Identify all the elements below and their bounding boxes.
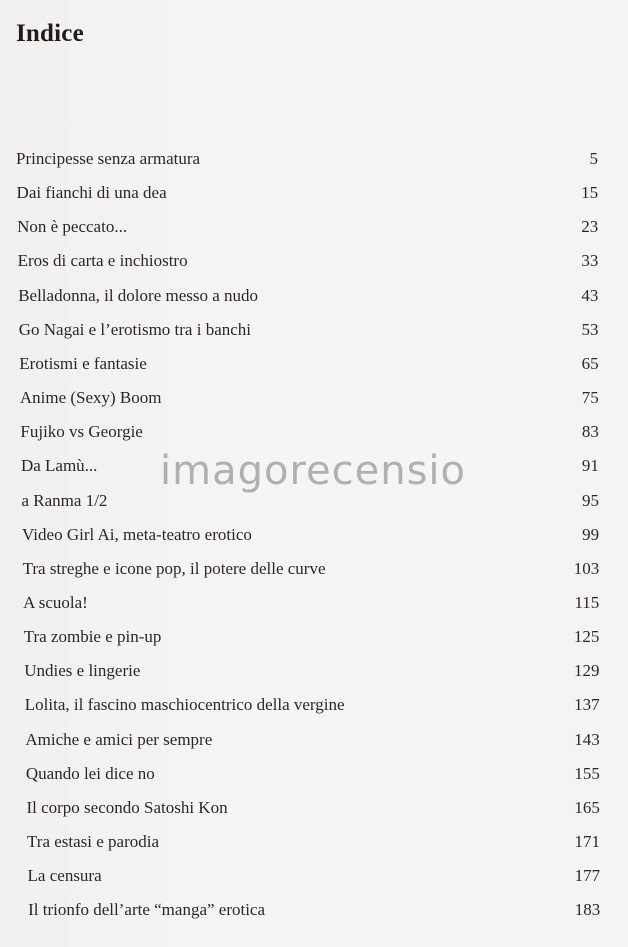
page-title: Indice [16, 20, 84, 47]
toc-entry-page: 75 [581, 388, 599, 408]
toc-entry [0, 488, 628, 514]
watermark-text: imagorecensio [159, 448, 466, 494]
toc-entry [0, 419, 628, 445]
toc-entry-title: a Ranma 1/2 [21, 490, 108, 510]
toc-entry-page: 155 [574, 763, 600, 783]
toc-entry-page: 183 [574, 900, 601, 920]
toc-entry-title: La censura [27, 866, 102, 886]
toc-entry-page: 91 [581, 456, 599, 476]
toc-entry-page: 5 [589, 149, 598, 168]
toc-entry-page: 99 [582, 524, 600, 544]
toc-entry [0, 453, 628, 479]
toc-entry-title: Il trionfo dell’arte “manga” erotica [28, 900, 266, 920]
toc-entry [0, 829, 628, 855]
toc-entry-page: 125 [573, 627, 600, 647]
toc-entry-page: 129 [574, 661, 600, 681]
toc-entry-page: 143 [574, 729, 600, 749]
toc-entry-title: Tra zombie e pin-up [23, 627, 162, 647]
toc-entry [0, 863, 628, 889]
toc-entry-title: Eros di carta e inchiostro [17, 251, 188, 271]
toc-entry-page: 83 [581, 422, 599, 442]
toc-entry [0, 658, 628, 684]
toc-entry-title: Tra estasi e parodia [27, 832, 160, 851]
toc-entry [0, 248, 628, 274]
toc-entry-page: 171 [574, 832, 600, 851]
toc-entry-title: Amiche e amici per sempre [25, 729, 213, 749]
toc-entry-title: Lolita, il fascino maschiocentrico della vergine [24, 695, 345, 715]
toc-entry-title: Non è peccato... [17, 217, 128, 237]
toc-entry [0, 692, 628, 718]
toc-entry [0, 385, 628, 411]
toc-entry-title: Quando lei dice no [25, 763, 155, 783]
toc-entry-title: Tra streghe e icone pop, il potere delle curve [22, 558, 326, 578]
toc-entry-title: Fujiko vs Georgie [20, 422, 143, 442]
toc-entry-title: Anime (Sexy) Boom [19, 388, 162, 408]
toc-entry-page: 165 [574, 797, 600, 817]
toc-entry-page: 53 [581, 319, 599, 339]
toc-entry-title: Principesse senza armatura [16, 149, 201, 168]
toc-entry [0, 761, 628, 787]
toc-entry-page: 65 [581, 353, 599, 373]
toc-entry-title: Erotismi e fantasie [19, 353, 147, 373]
toc-entry [0, 522, 628, 548]
toc-entry-title: A scuola! [23, 592, 88, 612]
toc-entry-title: Undies e lingerie [24, 661, 141, 681]
toc-entry-page: 95 [582, 490, 599, 510]
toc-entry [0, 317, 628, 343]
toc-entry [0, 727, 628, 753]
toc-entry-page: 137 [574, 695, 600, 715]
toc-entry [0, 180, 628, 206]
toc-entry-page: 177 [574, 866, 601, 886]
toc-entry-page: 23 [581, 217, 599, 237]
toc-entry [0, 283, 628, 309]
toc-entry-title: Dai fianchi di una dea [16, 183, 167, 203]
toc-entry-page: 43 [581, 285, 599, 305]
toc-entry-page: 103 [573, 558, 600, 578]
toc-entry-title: Go Nagai e l’erotismo tra i banchi [18, 319, 252, 339]
toc-entry-title: Il corpo secondo Satoshi Kon [26, 797, 228, 817]
toc-entry-title: Belladonna, il dolore messo a nudo [18, 285, 259, 305]
toc-entry [0, 351, 628, 377]
toc-entry [0, 590, 628, 616]
toc-entry-title: Video Girl Ai, meta-teatro erotico [22, 524, 252, 544]
toc-entry [0, 624, 628, 650]
toc-entry-page: 15 [581, 183, 599, 203]
toc-entry-page: 33 [581, 251, 599, 271]
toc-entry [0, 795, 628, 821]
toc-entry [0, 146, 628, 172]
toc-entry [0, 556, 628, 582]
toc-entry [0, 214, 628, 240]
toc-entry [0, 897, 628, 923]
toc-entry-page: 115 [574, 592, 600, 612]
toc-entry-title: Da Lamù... [20, 456, 98, 476]
